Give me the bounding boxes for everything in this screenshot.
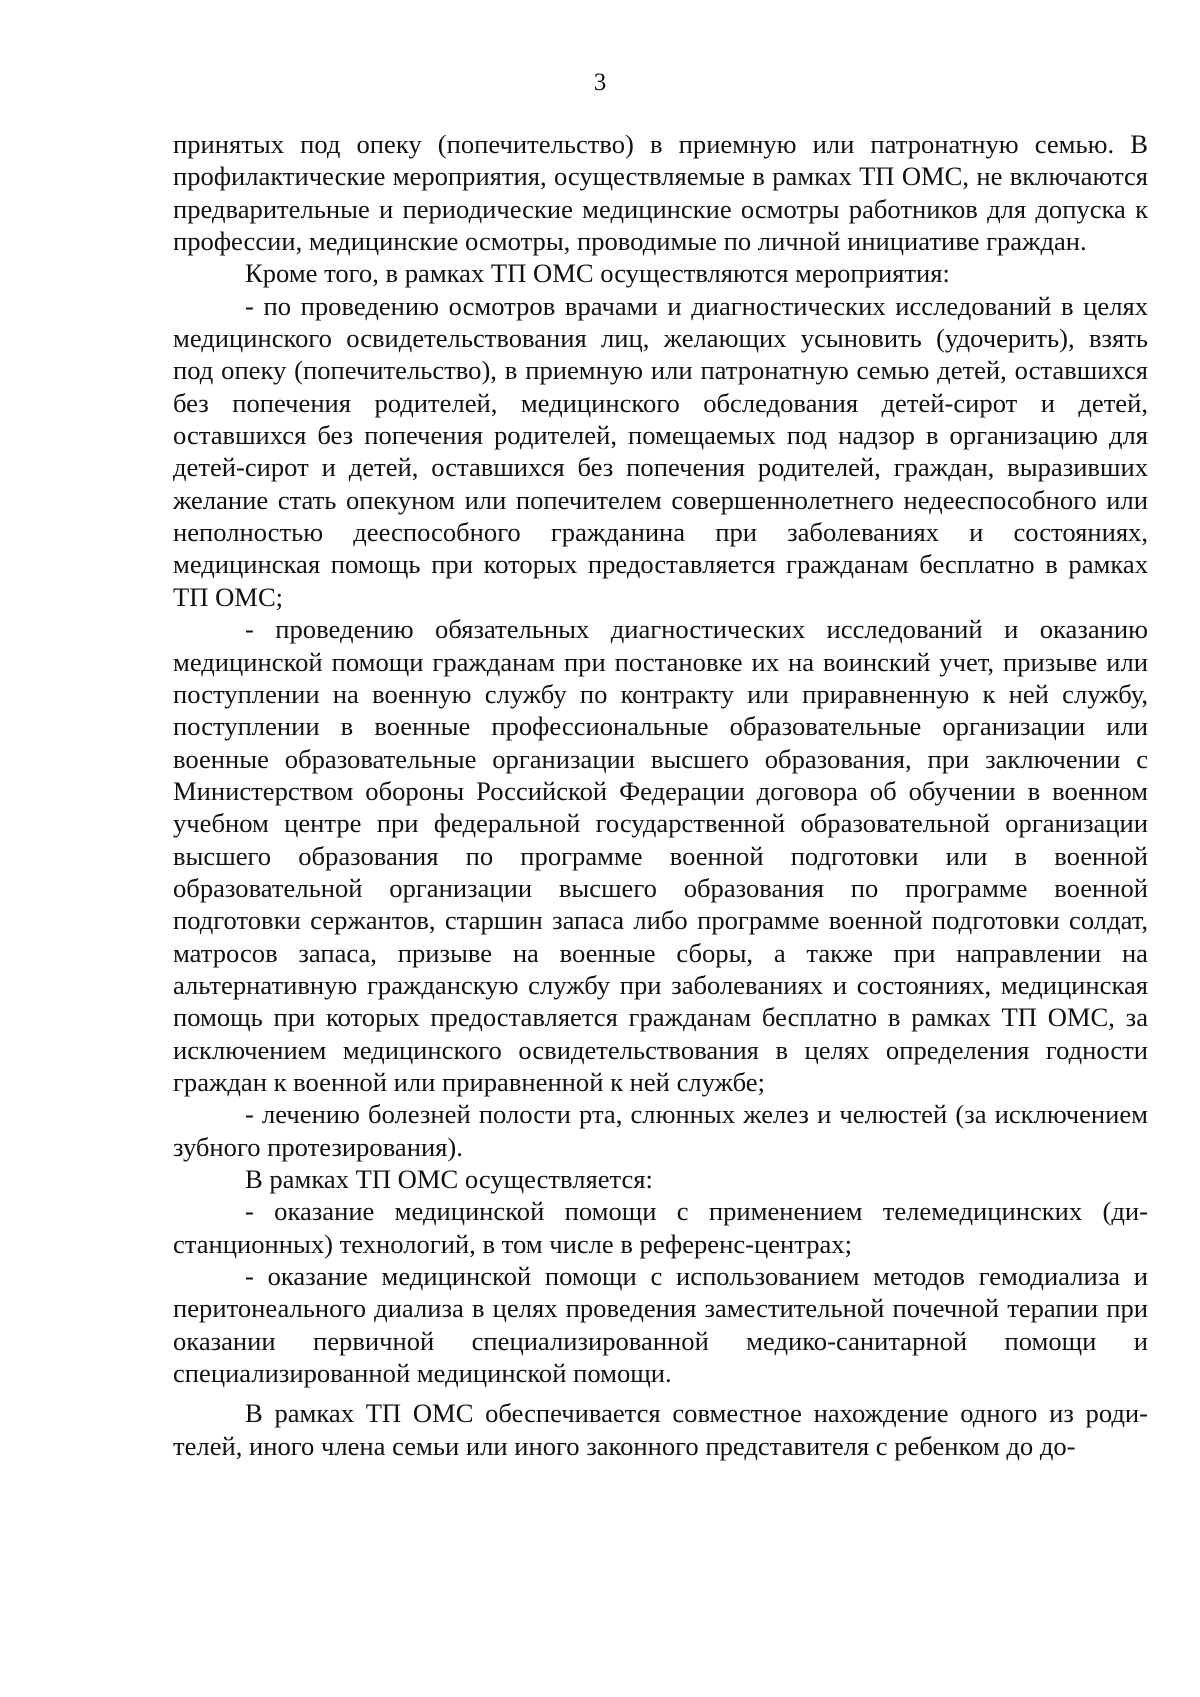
paragraph: В рамках ТП ОМС обеспечивается совместное нахождение одного из родителей, иного члена семьи или иного законного представителя с ребенком до до- xyxy=(173,1398,1148,1461)
paragraph-intro: В рамках ТП ОМС осуществляется: xyxy=(245,1164,653,1194)
list-item: - по проведению осмотров врачами и диагностических исследований в целях медицинского освидетельствования лиц, желающих усыновить (удочерить), взять под опеку (попечительство), в приемную или патронатную семью детей, оставшихся без попечения родителей, медицинского обследования детей-сирот и детей, оставшихся без попечения родителей, помещаемых под надзор в организацию для детей-сирот и детей, оставшихся без попечения родителей, граждан, выразивших желание стать опекуном или попечителем совершеннолетнего недееспособного или неполностью дееспособного гражданина при заболеваниях и состояниях, медицинская помощь при которых предоставляется гражданам бесплатно в рамках ТП ОМС; xyxy=(173,290,1148,612)
document-body xyxy=(173,128,1148,1462)
page-number: 3 xyxy=(593,69,607,96)
paragraph-intro: Кроме того, в рамках ТП ОМС осуществляются мероприятия: xyxy=(245,258,950,289)
list-item: - оказание медицинской помощи с использованием методов гемодиализа и перитонеального диализа в целях проведения заместительной почечной терапии при оказании первичной специализированной медико-санитарной помощи и специализированной медицинской помощи. xyxy=(173,1261,1148,1389)
list-item: - проведению обязательных диагностических исследований и оказанию медицинской помощи гражданам при постановке их на воинский учет, призыве или поступлении на военную службу по контракту или приравненную к ней службу, поступлении в военные профессиональные образовательные организации или военные образовательные организации высшего образования, при заключении с Министерством обороны Российской Федерации договора об обучении в военном учебном центре при федеральной государственной образовательной организации высшего образования по программе военной подготовки или в военной образовательной организации высшего образования по программе военной подготовки сержантов, старшин запаса либо программе военной подготовки солдат, матросов запаса, призыве на военные сборы, а также при направлении на альтернативную гражданскую службу при заболеваниях и состояниях, медицинская помощь при которых предоставляется гражданам бесплатно в рамках ТП ОМС, за исключением медицинского освидетельствования в целях определения годности граждан к военной или приравненной к ней службе; xyxy=(173,614,1148,1097)
list-item: - лечению болезней полости рта, слюнных желез и челюстей (за исключением зубного протезирования). xyxy=(173,1099,1148,1162)
paragraph-continuation: принятых под опеку (попечительство) в приемную или патронатную семью. В профилактические мероприятия, осуществляемые в рамках ТП ОМС, не включаются предварительные и периодические медицинские осмотры работников для допуска к профессии, медицинские осмотры, проводимые по личной инициативе граждан. xyxy=(173,129,1148,257)
list-item: - оказание медицинской помощи с применением телемедицинских (дистанционных) технологий, в том числе в референс-центрах; xyxy=(173,1196,1148,1259)
